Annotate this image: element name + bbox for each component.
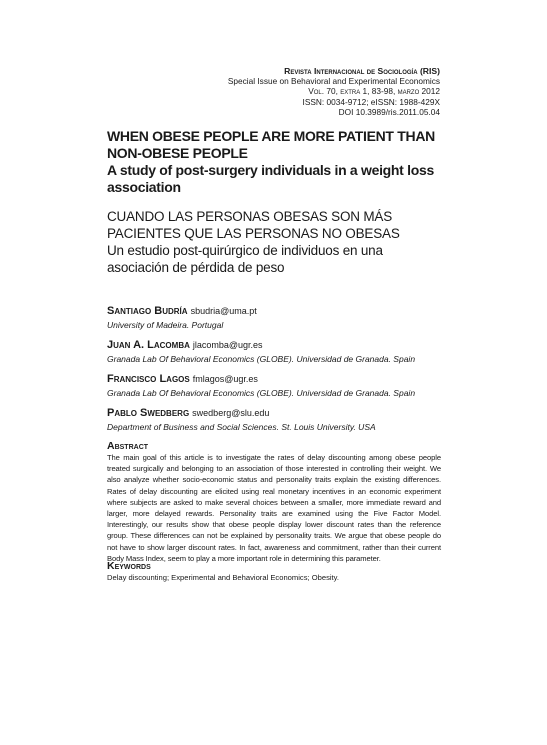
author-affiliation: Department of Business and Social Sciences. St. Louis University. USA: [107, 422, 376, 432]
author-entry: [107, 407, 447, 433]
author-email[interactable]: fmlagos@ugr.es: [192, 374, 258, 384]
journal-header: [228, 66, 440, 117]
journal-name: Revista Internacional de Sociología (RIS): [284, 66, 440, 76]
title-block: [107, 128, 447, 276]
author-email[interactable]: swedberg@slu.edu: [192, 408, 270, 418]
keywords-section: [107, 560, 441, 583]
spanish-subtitle: Un estudio post-quirúrgico de individuos en una asociación de pérdida de peso: [107, 243, 383, 275]
author-list: [107, 305, 447, 441]
author-name: Francisco Lagos: [107, 373, 190, 385]
abstract-heading: Abstract: [107, 440, 149, 452]
author-name: Juan A. Lacomba: [107, 339, 190, 351]
author-email[interactable]: jlacomba@ugr.es: [192, 340, 263, 350]
abstract-text: The main goal of this article is to investigate the rates of delay discounting among obese people treated surgically and belonging to an association of those interested in controlling their weight. We also analyze whether socio-economic status and personality traits explain the existing differences. Rates of delay discounting are elicited using real monetary incentives in an economic experiment where subjects are asked to make several choices between a smaller, more immediate reward and larger, more delayed rewards. Personality traits are examined using the Five Factor Model. Interestingly, our results show that obese people display lower discount rates than the reference group. These differences can not be explained by personality traits. We argue that obese people do not have to show larger discount rates. In fact, awareness and commitment, rather than their current Body Mass Index, seem to play a more important role in determining this parameter.: [107, 453, 441, 563]
author-entry: [107, 373, 447, 399]
doi: DOI 10.3989/ris.2011.05.04: [338, 106, 440, 117]
author-affiliation: Granada Lab Of Behavioral Economics (GLOBE). Universidad de Granada. Spain: [107, 388, 416, 398]
spanish-title: CUANDO LAS PERSONAS OBESAS SON MÁS PACIENTES QUE LAS PERSONAS NO OBESAS: [107, 209, 400, 241]
author-name: Santiago Budría: [107, 305, 188, 317]
abstract-section: [107, 440, 441, 564]
author-email[interactable]: sbudria@uma.pt: [190, 306, 257, 316]
author-affiliation: Granada Lab Of Behavioral Economics (GLOBE). Universidad de Granada. Spain: [107, 354, 416, 364]
english-title: WHEN OBESE PEOPLE ARE MORE PATIENT THAN NON-OBESE PEOPLE: [107, 128, 435, 161]
english-subtitle: A study of post-surgery individuals in a weight loss association: [107, 162, 434, 195]
author-affiliation: University of Madeira. Portugal: [107, 320, 224, 330]
issn: ISSN: 0034-9712; eISSN: 1988-429X: [302, 96, 440, 107]
author-entry: [107, 305, 447, 331]
keywords-text: Delay discounting; Experimental and Behavioral Economics; Obesity.: [107, 573, 340, 582]
volume-line: Vol. 70, extra 1, 83-98, marzo 2012: [308, 86, 440, 97]
author-name: Pablo Swedberg: [107, 407, 190, 419]
author-entry: [107, 339, 447, 365]
keywords-heading: Keywords: [107, 560, 151, 572]
special-issue: Special Issue on Behavioral and Experimental Economics: [227, 76, 440, 87]
